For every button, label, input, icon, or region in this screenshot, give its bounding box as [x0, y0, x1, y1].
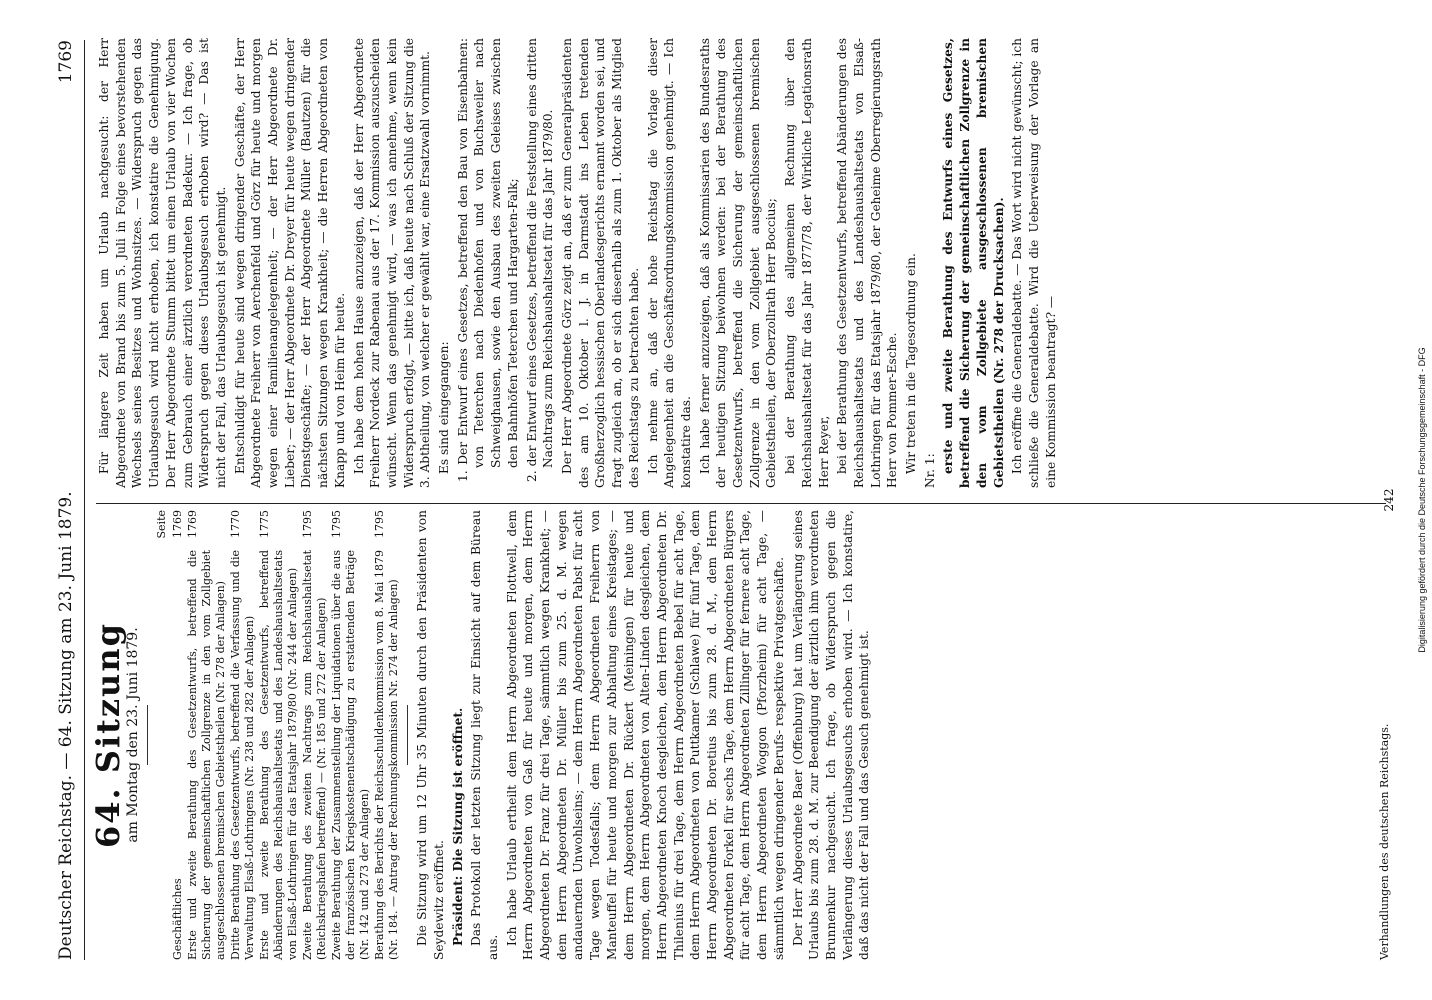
- toc-item: [258, 510, 300, 960]
- paragraph: Entschuldigt für heute sind wegen dringender Geschäfte, der Herr Abgeordnete Freiherr von Aerchenfeld und Görz für heute und morgen wegen einer Familienangelegenheit; — der Herr Abgeordnete Dr. Lieber; — der Herr Abgeordnete Dr. Dreyer für heute wegen dringender Dienstgeschäfte; — der Herr Abgeordnete Müller (Bautzen) für die nächsten Sitzungen wegen Krankheit; — die Herren Abgeordneten von Knapp und von Heim für heute.: [232, 38, 347, 488]
- header-title: Deutscher Reichstag. — 64. Sitzung am 23. Juni 1879.: [56, 491, 76, 960]
- paragraph: Es sind eingegangen:: [437, 341, 452, 474]
- toc-item-text: Erste und zweite Berathung des Gesetzentwurfs, betreffend Abänderungen des Reichshaushaltsetats und des Landeshaushaltsetats von Elsaß-Lothringen für das Etatsjahr 1879/80 (Nr. 244 der Anlagen): [258, 550, 300, 960]
- right-column: [96, 38, 1061, 488]
- toc-item-page: 1775: [258, 510, 272, 538]
- toc-item: [330, 510, 372, 960]
- toc-item-text: Erste und zweite Berathung des Gesetzentwurfs, betreffend die Sicherung der gemeinschaftlichen Zollgrenze in den vom Zollgebiet ausgeschlossenen bremischen Gebietstheilen (Nr. 278 der Anlagen): [186, 550, 228, 960]
- toc-item-page: 1770: [229, 510, 243, 538]
- agenda-item: erste und zweite Berathung des Entwurfs eines Gesetzes, betreffend die Sicherung der gemeinschaftlichen Zollgrenze in den vom Zollgebiete ausgeschlossenen bremischen Gebietstheilen (Nr. 278 der Drucksachen).: [941, 38, 1006, 488]
- toc-item: [229, 510, 257, 960]
- paragraph: Für längere Zeit haben um Urlaub nachgesucht: der Herr Abgeordnete von Brand bis zum 5. Juli in Folge eines bevorstehenden Wechsels seines Besitzes und Wohnsitzes. — Widerspruch gegen das Urlaubsgesuch wird nicht erhoben, ich konstatire die Genehmigung. Der Herr Abgeordnete Stumm bittet um einen Urlaub von vier Wochen zum Gebrauch einer ärztlich verordneten Badekur. — Ich frage, ob Widerspruch gegen dieses Urlaubsgesuch erhoben wird? — Das ist nicht der Fall, das Urlaubsgesuch ist genehmigt.: [97, 38, 228, 488]
- header-rule: [84, 40, 85, 960]
- footer-note: Verhandlungen des deutschen Reichstags.: [1378, 723, 1391, 960]
- toc-item-text: Zweite Berathung der Zusammenstellung der Liquidationen über die aus der französischen Kriegskostenentschädigung zu erstattenden Beträge (Nr. 142 und 273 der Anlagen): [330, 550, 372, 960]
- toc-item-page: 1795: [330, 510, 344, 538]
- page-signature: 242: [1382, 488, 1396, 512]
- opening-paragraph: Die Sitzung wird um 12 Uhr 35 Minuten durch den Präsidenten von Seydewitz eröffnet.: [415, 510, 446, 960]
- short-rule: [407, 705, 408, 765]
- toc-item-text: Geschäftliches: [171, 878, 185, 960]
- paragraph: bei der Berathung des Gesetzentwurfs, betreffend Abänderungen des Reichshaushaltsetats und des Landeshaushaltsetats von Elsaß-Lothringen für das Etatsjahr 1879/80, der Geheime Oberregierungsrath Herr von Pommer-Esche.: [835, 38, 900, 488]
- list-item: 2. der Entwurf eines Gesetzes, betreffend die Feststellung eines dritten Nachtrags zum Reichshaushaltsetat für das Jahr 1879/80.: [524, 38, 556, 482]
- toc-page-label: Seite: [155, 510, 169, 539]
- toc-item-text: Berathung des Berichts der Reichsschuldenkommission vom 8. Mai 1879 (Nr. 184. — Antrag der Rechnungskommission Nr. 274 der Anlagen): [373, 550, 401, 960]
- paragraph: Ich eröffne die Generaldebatte. — Das Wort wird nicht gewünscht; ich schließe die Generaldebatte. Wird die Ueberweisung der Vorlage an eine Kommission beantragt? —: [1010, 38, 1058, 488]
- paragraph: Das Protokoll der letzten Sitzung liegt zur Einsicht auf dem Büreau aus.: [469, 510, 500, 960]
- table-of-contents: [171, 510, 401, 960]
- toc-item-text: Dritte Berathung des Gesetzentwurfs, betreffend die Verfassung und die Verwaltung Elsaß-Lothringens (Nr. 238 und 282 der Anlagen): [229, 550, 257, 960]
- paragraph: Der Herr Abgeordnete Baer (Offenburg) hat um Verlängerung seines Urlaubs bis zum 28. d. M. zur Beendigung der ärztlich ihm verordneten Brunnenkur nachgesucht. Ich frage, ob Widerspruch gegen die Verlängerung dieses Urlaubsgesuchs erhoben wird. — Ich konstatire, daß das nicht der Fall und das Gesuch genehmigt ist.: [790, 510, 872, 960]
- toc-item-page: 1769: [186, 510, 200, 538]
- header-page-number: 1769: [56, 40, 76, 84]
- list-item: 1. Der Entwurf eines Gesetzes, betreffend den Bau von Eisenbahnen: von Teterchen nach Diedenhofen und von Buchsweiler nach Schweighausen, sowie den Ausbau des zweiten Geleises zwischen den Bahnhöfen Teterchen und Hargarten-Falk;: [455, 38, 520, 482]
- column-divider: [96, 503, 1386, 504]
- left-column: [89, 510, 875, 960]
- toc-item-text: Zweite Berathung des zweiten Nachtrags zum Reichshaushaltsetat (Reichskriegshafen betreffend) — (Nr. 185 und 272 der Anlagen): [301, 550, 329, 960]
- paragraph: Ich habe ferner anzuzeigen, daß als Kommissarien des Bundesraths der heutigen Sitzung beiwohnen werden: bei der Berathung des Gesetzentwurfs, betreffend die Sicherung der gemeinschaftlichen Zollgrenze in den vom Zollgebiet ausgeschlossenen bremischen Gebietstheilen, der Oberzollrath Herr Boccius;: [697, 38, 779, 488]
- toc-item-page: 1795: [373, 510, 387, 538]
- paragraph: Wir treten in die Tagesordnung ein.: [904, 253, 919, 474]
- toc-item-page: 1769: [171, 510, 185, 538]
- toc-item: [171, 510, 185, 960]
- toc-item: [373, 510, 401, 960]
- paragraph: Der Herr Abgeordnete Görz zeigt an, daß er zum Generalpräsidenten des am 10. Oktober l. J. in Darmstadt ins Leben tretenden Großherzoglich hessischen Oberlandesgerichts ernannt worden sei, und fragt zugleich an, ob er sich dieserhalb als zum 1. Oktober als Mitglied des Reichstags zu betrachten habe.: [559, 38, 641, 488]
- page-header: [56, 40, 84, 960]
- dfg-credit-sidebar: [1412, 0, 1432, 1000]
- short-rule: [147, 705, 148, 765]
- paragraph: Ich habe Urlaub ertheilt dem Herrn Abgeordneten Flottwell, dem Herrn Abgeordneten von Gaß für heute und morgen, dem Herrn Abgeordneten Dr. Franz für drei Tage, sämmtlich wegen Krankheit; — dem Herrn Abgeordneten Dr. Müller bis zum 25. d. M. wegen andauernden Unwohlseins; — dem Herrn Abgeordneten Pabst für acht Tage wegen Todesfalls; dem Herrn Abgeordneten Freiherrn von Manteuffel für heute und morgen zur Abhaltung eines Kreistages; — dem Herrn Abgeordneten Dr. Rückert (Meiningen) für heute und morgen, dem Herrn Abgeordneten von Alten-Linden desgleichen, dem Herrn Abgeordneten Knoch desgleichen, dem Herrn Abgeordneten Dr. Thilenius für drei Tage, dem Herrn Abgeordneten Bebel für acht Tage, dem Herrn Abgeordneten von Puttkamer (Schlawe) für fünf Tage, dem Herrn Abgeordneten Dr. Boretius bis zum 28. d. M., dem Herrn Abgeordneten Forkel für sechs Tage, dem Herrn Abgeordneten Bürgers für acht Tage, dem Herrn Abgeordneten Zillinger für fernere acht Tage, dem Herrn Abgeordneten Woggon (Pforzheim) für acht Tage, — sämmtlich wegen dringender Berufs- respektive Privatgeschäfte.: [504, 510, 786, 960]
- paragraph: Ich nehme an, daß der hohe Reichstag die Vorlage dieser Angelegenheit an die Geschäftsordnungskommission genehmigt. — Ich konstatire das.: [645, 38, 693, 488]
- session-date: am Montag den 23. Juni 1879.: [124, 627, 141, 843]
- session-title: 64. Sitzung: [89, 622, 127, 848]
- agenda-number: Nr. 1:: [922, 453, 937, 488]
- paragraph: Ich habe dem hohen Hause anzuzeigen, daß der Herr Abgeordnete Freiherr Nordeck zur Rabenau aus der 17. Kommission auszuscheiden wünscht. Wenn das genehmigt wird, — was ich annehme, wenn kein Widerspruch erfolgt, — bitte ich, daß heute nach Schluß der Sitzung die 3. Abtheilung, von welcher er gewählt war, eine Ersatzwahl vornimmt.: [351, 38, 433, 488]
- toc-item: [186, 510, 228, 960]
- toc-item: [301, 510, 329, 960]
- dfg-credit-text: Digitalisierung gefördert durch die Deutsche Forschungsgemeinschaft - DFG: [1417, 347, 1427, 653]
- paragraph: bei der Berathung des allgemeinen Rechnung über den Reichshaushaltsetat für das Jahr 1877/78, der Wirkliche Legationsrath Herr Reyer,: [783, 38, 831, 488]
- toc-item-page: 1795: [301, 510, 315, 538]
- president-statement: Präsident: Die Sitzung ist eröffnet.: [450, 707, 465, 946]
